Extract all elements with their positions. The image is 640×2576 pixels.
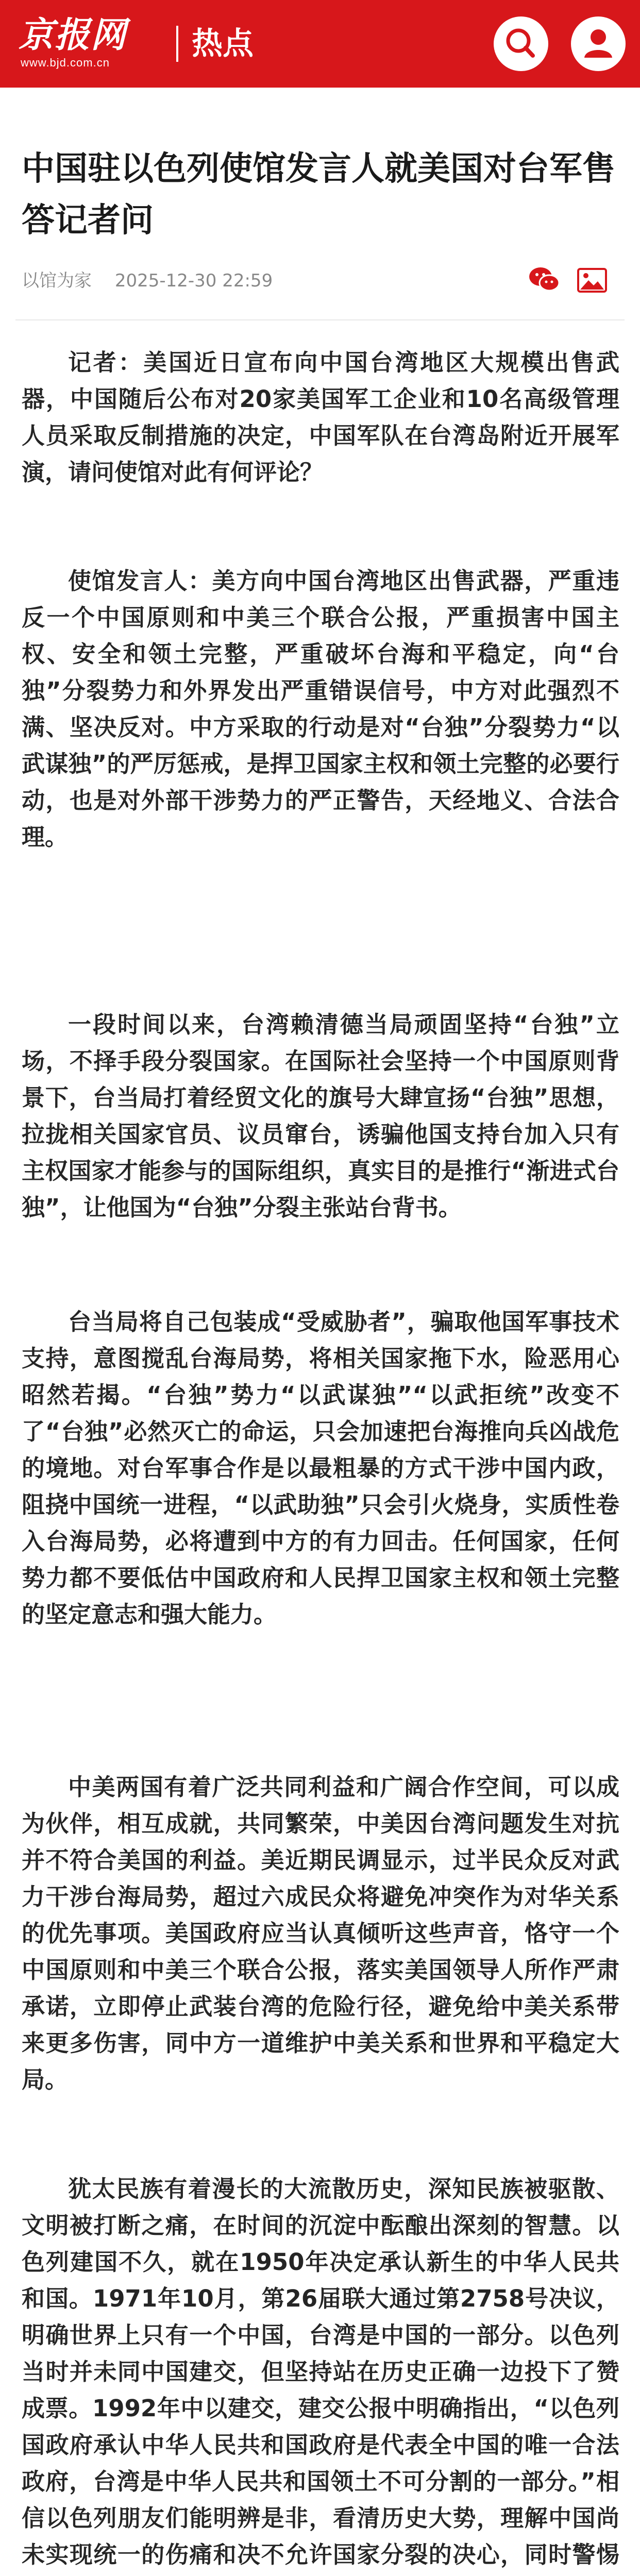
meta-divider bbox=[15, 319, 625, 320]
search-button[interactable] bbox=[494, 16, 548, 71]
user-icon bbox=[571, 16, 626, 71]
paragraph-israel: 犹太民族有着漫长的大流散历史，深知民族被驱散、文明被打断之痛，在时间的沉淀中酝酿出深刻的智慧。以色列建国不久，就在1950年决定承认新生的中华人民共和国。1971年10月，第26届联大通过第2758号决议，明确世界上只有一个中国，台湾是中国的一部分。以色列当时并未同中国建交，但坚持站在历史正确一边投下了赞成票。1992年中以建交，建交公报中明确指出，“以色列国政府承认中华人民共和国政府是代表全中国的唯一合法政府，台湾是中华人民共和国领土不可分割的一部分。”相信以色列朋友们能明辨是非，看清历史大势，理解中国尚未实现统一的伤痛和决不允许国家分裂的决心，同时警惕 bbox=[22, 2175, 619, 2568]
paragraph-china-us: 中美两国有着广泛共同利益和广阔合作空间，可以成为伙伴，相互成就，共同繁荣，中美因台湾问题发生对抗并不符合美国的利益。美近期民调显示，过半民众反对武力干涉台海局势，超过六成民众将避免冲突作为对华关系的优先事项。美国政府应当认真倾听这些声音，恪守一个中国原则和中美三个联合公报，落实美国领导人所作严肃承诺，立即停止武装台湾的危险行径，避免给中美关系带来更多伤害，同中方一道维护中美关系和世界和平稳定大局。 bbox=[22, 1773, 619, 2093]
paragraph-answer: 使馆发言人：美方向中国台湾地区出售武器，严重违反一个中国原则和中美三个联合公报，严重损害中国主权、安全和领土完整，严重破坏台海和平稳定，向“台独”分裂势力和外界发出严重错误信号，中方对此强烈不满、坚决反对。中方采取的行动是对“台独”分裂势力“以武谋独”的严厉惩戒，是捍卫国家主权和领土完整的必要行动，也是对外部干涉势力的严正警告，天经地义、合法合理。 bbox=[22, 567, 619, 851]
search-icon bbox=[494, 16, 548, 71]
share-wechat-button[interactable] bbox=[528, 265, 560, 296]
paragraph-military-cooperation: 台当局将自己包装成“受威胁者”，骗取他国军事技术支持，意图搅乱台海局势，将相关国家拖下水，险恶用心昭然若揭。“台独”势力“以武谋独”“以武拒统”改变不了“台独”必然灭亡的命运，只会加速把台海推向兵凶战危的境地。对台军事合作是以最粗暴的方式干涉中国内政，阻挠中国统一进程，“以武助独”只会引火烧身，实质性卷入台海局势，必将遭到中方的有力回击。任何国家，任何势力都不要低估中国政府和人民捍卫国家主权和领土完整的坚定意志和强大能力。 bbox=[22, 1308, 619, 1628]
share-image-button[interactable] bbox=[577, 268, 607, 295]
logo-text: 京报网 bbox=[19, 15, 127, 56]
paragraph-taiwan-authorities: 一段时间以来，台湾赖清德当局顽固坚持“台独”立场，不择手段分裂国家。在国际社会坚持一个中国原则背景下，台当局打着经贸文化的旗号大肆宣扬“台独”思想，拉拢相关国家官员、议员窜台，诱骗他国支持台加入只有主权国家才能参与的国际组织，真实目的是推行“渐进式台独”，让他国为“台独”分裂主张站台背书。 bbox=[22, 1011, 619, 1221]
article-meta bbox=[22, 268, 290, 294]
paragraph-question: 记者：美国近日宣布向中国台湾地区大规模出售武器，中国随后公布对20家美国军工企业和10名高级管理人员采取反制措施的决定，中国军队在台湾岛附近开展军演，请问使馆对此有何评论？ bbox=[22, 349, 619, 486]
logo-url: www.bjd.com.cn bbox=[21, 56, 110, 69]
user-button[interactable] bbox=[571, 16, 626, 71]
header-divider bbox=[176, 26, 178, 62]
article-datetime: 2025-12-30 22:59 bbox=[114, 270, 273, 291]
article-source[interactable]: 以馆为家 bbox=[22, 270, 92, 291]
article-title: 中国驻以色列使馆发言人就美国对台军售答记者问 bbox=[22, 150, 615, 240]
section-label[interactable]: 热点 bbox=[192, 26, 254, 62]
image-icon bbox=[577, 268, 607, 293]
top-navigation-bar bbox=[0, 0, 640, 88]
site-logo[interactable] bbox=[19, 16, 173, 71]
wechat-icon bbox=[528, 265, 560, 294]
